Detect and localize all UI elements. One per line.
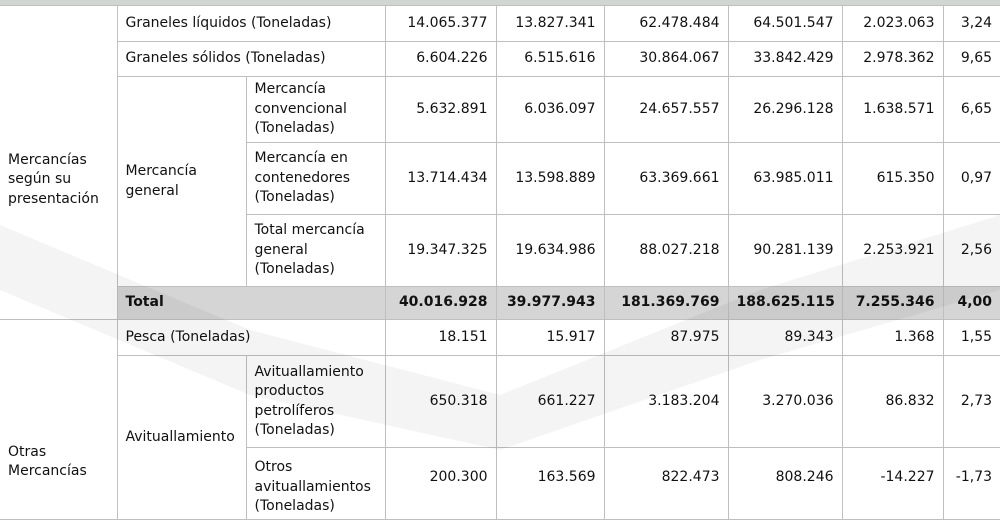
cell: 6.604.226: [385, 42, 496, 77]
cell: 87.975: [604, 320, 728, 356]
table-row: [0, 42, 1000, 77]
subgroup-label-general: Mercancía general: [117, 77, 246, 287]
cell: 6.515.616: [496, 42, 604, 77]
cell: 6,65: [943, 77, 1000, 143]
row-label: Graneles sólidos (Toneladas): [117, 42, 385, 77]
cell: 615.350: [842, 143, 943, 215]
cell: 188.625.115: [728, 287, 842, 320]
row-label: Pesca (Toneladas): [117, 320, 385, 356]
cell: -14.227: [842, 448, 943, 520]
cell: 63.985.011: [728, 143, 842, 215]
cell: 200.300: [385, 448, 496, 520]
cell: 30.864.067: [604, 42, 728, 77]
cell: 40.016.928: [385, 287, 496, 320]
cell: 163.569: [496, 448, 604, 520]
cell: 63.369.661: [604, 143, 728, 215]
cell: 6.036.097: [496, 77, 604, 143]
cell: 650.318: [385, 356, 496, 448]
cell: 62.478.484: [604, 6, 728, 42]
table-row: [0, 77, 1000, 143]
cell: 9,65: [943, 42, 1000, 77]
cell: 2,73: [943, 356, 1000, 448]
cell: 2.253.921: [842, 215, 943, 287]
group-label-otras: Otras Mercancías: [0, 320, 117, 520]
cell: 14.065.377: [385, 6, 496, 42]
row-label: Mercancía en contenedores (Toneladas): [246, 143, 385, 215]
row-label: Graneles líquidos (Toneladas): [117, 6, 385, 42]
cell: 39.977.943: [496, 287, 604, 320]
table-row: [0, 6, 1000, 42]
subgroup-label-avituallamiento: Avituallamiento: [117, 356, 246, 520]
row-label: Avituallamiento productos petrolíferos (Toneladas): [246, 356, 385, 448]
cell: 2.978.362: [842, 42, 943, 77]
port-traffic-table: [0, 5, 1000, 520]
cell: 19.634.986: [496, 215, 604, 287]
cell: 661.227: [496, 356, 604, 448]
cell: 1,55: [943, 320, 1000, 356]
cell: 181.369.769: [604, 287, 728, 320]
table-row: [0, 320, 1000, 356]
cell: 26.296.128: [728, 77, 842, 143]
cell: 2.023.063: [842, 6, 943, 42]
cell: 89.343: [728, 320, 842, 356]
cell: 13.714.434: [385, 143, 496, 215]
cell: 3.183.204: [604, 356, 728, 448]
row-label: Otros avituallamientos (Toneladas): [246, 448, 385, 520]
row-label: Mercancía convencional (Toneladas): [246, 77, 385, 143]
cell: 64.501.547: [728, 6, 842, 42]
cell: 0,97: [943, 143, 1000, 215]
cell: 24.657.557: [604, 77, 728, 143]
cell: 33.842.429: [728, 42, 842, 77]
table-row-total: [0, 287, 1000, 320]
row-label: Total: [117, 287, 385, 320]
cell: 3,24: [943, 6, 1000, 42]
group-label-presentacion: Mercancías según su presentación: [0, 6, 117, 320]
cell: 1.638.571: [842, 77, 943, 143]
cell: 18.151: [385, 320, 496, 356]
cell: 808.246: [728, 448, 842, 520]
cell: -1,73: [943, 448, 1000, 520]
row-label: Total mercancía general (Toneladas): [246, 215, 385, 287]
cell: 1.368: [842, 320, 943, 356]
table-row: [0, 356, 1000, 448]
cell: 19.347.325: [385, 215, 496, 287]
cell: 2,56: [943, 215, 1000, 287]
cell: 7.255.346: [842, 287, 943, 320]
cell: 88.027.218: [604, 215, 728, 287]
cell: 90.281.139: [728, 215, 842, 287]
cell: 15.917: [496, 320, 604, 356]
cell: 13.598.889: [496, 143, 604, 215]
cell: 822.473: [604, 448, 728, 520]
cell: 4,00: [943, 287, 1000, 320]
cell: 13.827.341: [496, 6, 604, 42]
cell: 86.832: [842, 356, 943, 448]
cell: 5.632.891: [385, 77, 496, 143]
cell: 3.270.036: [728, 356, 842, 448]
